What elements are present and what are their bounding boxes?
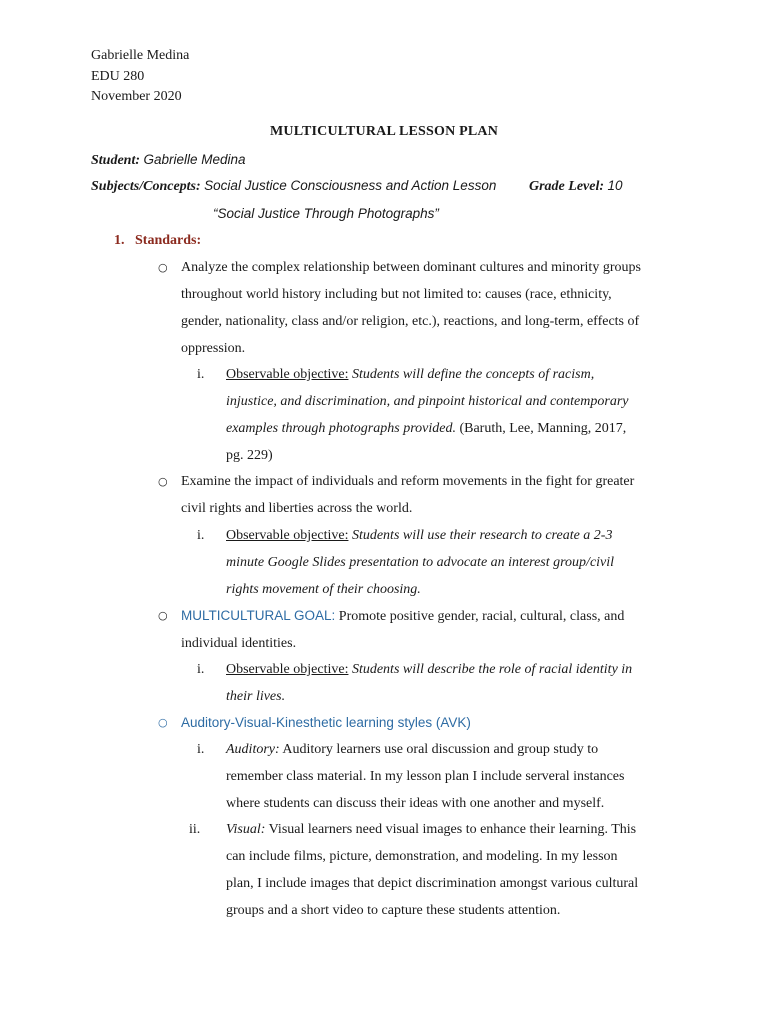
objective-1-text: Observable objective: Students will define the concepts of racism, injustice, and discrimination, and pinpoint historical and contemporary examples through photographs provided. (Baruth, Lee, Manning, 2017, pg. 229) (226, 367, 629, 463)
student-value: Gabrielle Medina (143, 152, 246, 167)
subjects-label: Subjects/Concepts: (91, 179, 201, 194)
visual-text: Visual: Visual learners need visual images to enhance their learning. This can include films, picture, demonstration, and modeling. In my lesson plan, I include images that depict discrimination amongst various cultural groups and a short video to capture these students attention. (226, 822, 639, 918)
avk-heading: Auditory-Visual-Kinesthetic learning styles (AVK) (181, 715, 471, 730)
subjects-line (91, 177, 496, 196)
visual-marker: ii. (189, 822, 201, 837)
subjects-value: Social Justice Consciousness and Action Lesson (204, 178, 497, 193)
standard-2-text: Examine the impact of individuals and reform movements in the fight for greater civil rights and liberties across the world. (181, 474, 635, 516)
bullet-icon: ○ (158, 716, 168, 729)
page-title: MULTICULTURAL LESSON PLAN (269, 124, 499, 139)
document-date: November 2020 (91, 89, 182, 104)
multicultural-goal-label: MULTICULTURAL GOAL: (181, 608, 336, 623)
objective-3-text: Observable objective: Students will describe the role of racial identity in their lives. (226, 662, 633, 704)
bullet-icon: ○ (158, 261, 168, 274)
bullet-icon: ○ (158, 609, 168, 622)
auditory-marker: i. (197, 742, 205, 757)
objective-2-text: Observable objective: Students will use their research to create a 2-3 minute Google Slides presentation to advocate an interest group/civil rights movement of their choosing. (226, 528, 615, 597)
multicultural-goal-text: MULTICULTURAL GOAL: Promote positive gender, racial, cultural, class, and individual identities. (181, 608, 625, 651)
student-label: Student: (91, 153, 141, 168)
grade-label: Grade Level: (529, 179, 605, 194)
objective-3-marker: i. (197, 662, 205, 677)
grade-line (529, 177, 623, 196)
bullet-icon: ○ (158, 475, 168, 488)
subjects-subtitle: “Social Justice Through Photographs” (213, 206, 439, 221)
auditory-text: Auditory: Auditory learners use oral discussion and group study to remember class material. In my lesson plan I include serveral instances where students can discuss their ideas with one another and myself. (226, 742, 625, 811)
section-title: Standards: (135, 233, 202, 248)
student-line (91, 151, 246, 170)
section-number: 1. (114, 233, 125, 248)
author-name: Gabrielle Medina (91, 48, 190, 63)
grade-value: 10 (607, 178, 623, 193)
objective-1-marker: i. (197, 367, 205, 382)
standard-1-text: Analyze the complex relationship between dominant cultures and minority groups throughout world history including but not limited to: causes (race, ethnicity, gender, nationality, class and/or religion, etc.), reactions, and long-term, effects of oppression. (181, 260, 641, 356)
course-code: EDU 280 (91, 69, 145, 84)
objective-2-marker: i. (197, 528, 205, 543)
